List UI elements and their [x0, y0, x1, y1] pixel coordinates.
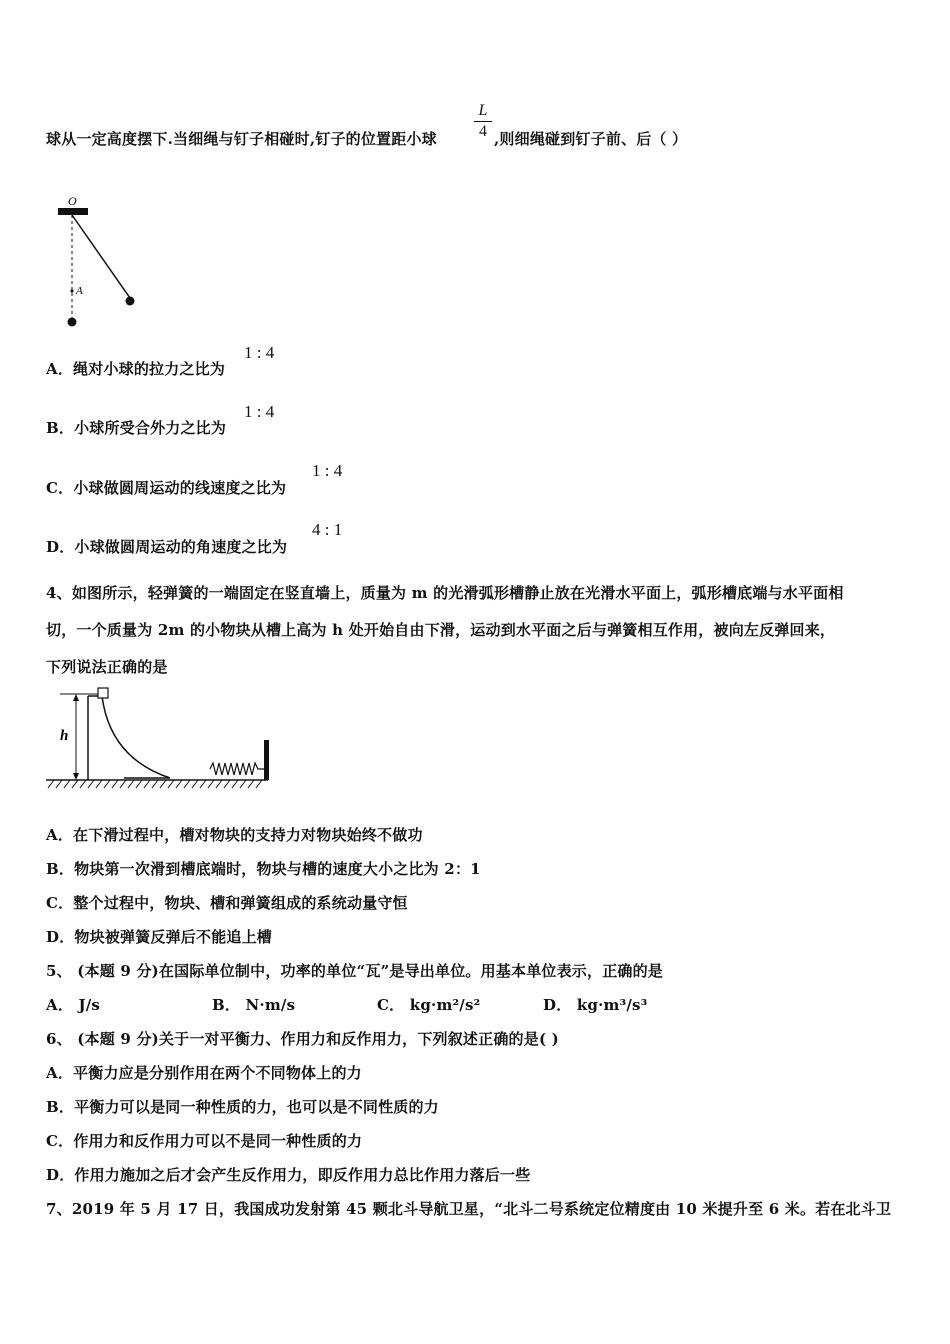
pendulum-figure	[56, 192, 146, 332]
q4-option-b: B．物块第一次滑到槽底端时，物块与槽的速度大小之比为 2：1	[46, 860, 481, 878]
q5-stem: 5、 (本题 9 分)在国际单位制中，功率的单位“瓦”是导出单位。用基本单位表示，正确的是	[46, 962, 663, 980]
ball-swung	[126, 297, 135, 306]
ceiling-bar	[58, 208, 88, 215]
q6-option-c: C．作用力和反作用力可以不是同一种性质的力	[46, 1132, 363, 1150]
q5-option-a: A． J/s	[46, 996, 101, 1014]
label-h: h	[60, 728, 69, 744]
q3-option-d-ratio: 4 : 1	[312, 520, 343, 539]
q4-option-a: A．在下滑过程中，槽对物块的支持力对物块始终不做功	[46, 826, 423, 844]
q7-stem: 7、2019 年 5 月 17 日，我国成功发射第 45 颗北斗导航卫星，“北斗二号系统定位精度由 10 米提升至 6 米。若在北斗卫	[46, 1200, 892, 1218]
q3-option-a	[46, 358, 225, 379]
q3-frac-den: 4	[479, 123, 487, 140]
q3-option-a-ratio: 1 : 4	[244, 343, 275, 362]
wall	[264, 740, 269, 780]
spring	[210, 763, 264, 775]
q3-option-c-ratio: 1 : 4	[312, 461, 343, 480]
q3-stem	[46, 128, 437, 149]
ground-hatch	[48, 780, 262, 788]
q3-option-c	[46, 477, 286, 498]
q4-line1: 4、如图所示，轻弹簧的一端固定在竖直墙上，质量为 m 的光滑弧形槽静止放在光滑水平面上，弧形槽底端与水平面相	[46, 584, 844, 602]
groove-arc	[102, 696, 170, 778]
q6-stem: 6、 (本题 9 分)关于一对平衡力、作用力和反作用力，下列叙述正确的是( )	[46, 1030, 559, 1048]
q3-option-b-ratio: 1 : 4	[244, 402, 275, 421]
q4-option-c: C．整个过程中，物块、槽和弹簧组成的系统动量守恒	[46, 894, 408, 912]
ball-bottom	[68, 318, 77, 327]
q3-stem-part1: 球从一定高度摆下.当细绳与钉子相碰时,钉子的位置距小球	[46, 130, 437, 148]
q3-stem-tail	[494, 128, 687, 149]
q4-line3: 下列说法正确的是	[46, 658, 168, 676]
arrow-head-top	[73, 694, 79, 701]
q6-option-d: D．作用力施加之后才会产生反作用力，即反作用力总比作用力落后一些	[46, 1166, 531, 1184]
q3-frac-num: L	[478, 102, 488, 119]
q3-option-d	[46, 536, 287, 557]
q3-option-a-text: A．绳对小球的拉力之比为	[46, 360, 226, 378]
q3-stem-part2: ,则细绳碰到钉子前、后（ ）	[494, 130, 688, 148]
q3-option-b-text: B．小球所受合外力之比为	[46, 419, 227, 437]
q5-option-c: C． kg·m²/s²	[377, 996, 481, 1014]
groove-spring-figure	[46, 686, 276, 798]
q4-option-d: D．物块被弹簧反弹后不能追上槽	[46, 928, 273, 946]
q3-option-b	[46, 417, 226, 438]
q3-option-d-text: D．小球做圆周运动的角速度之比为	[46, 538, 288, 556]
block	[98, 688, 108, 698]
q3-option-c-text: C．小球做圆周运动的线速度之比为	[46, 479, 287, 497]
label-a: A	[76, 285, 83, 297]
q6-option-a: A．平衡力应是分别作用在两个不同物体上的力	[46, 1064, 362, 1082]
arrow-head-bottom	[73, 773, 79, 780]
nail-a	[70, 289, 73, 292]
label-o: O	[68, 194, 77, 208]
q6-option-b: B．平衡力可以是同一种性质的力，也可以是不同性质的力	[46, 1098, 439, 1116]
q5-option-b: B． N·m/s	[212, 996, 296, 1014]
q5-option-d: D． kg·m³/s³	[543, 996, 648, 1014]
q3-fraction	[474, 102, 492, 141]
q4-line2: 切，一个质量为 2m 的小物块从槽上高为 h 处开始自由下滑，运动到水平面之后与弹簧相互作用，被向左反弹回来，	[46, 621, 836, 639]
